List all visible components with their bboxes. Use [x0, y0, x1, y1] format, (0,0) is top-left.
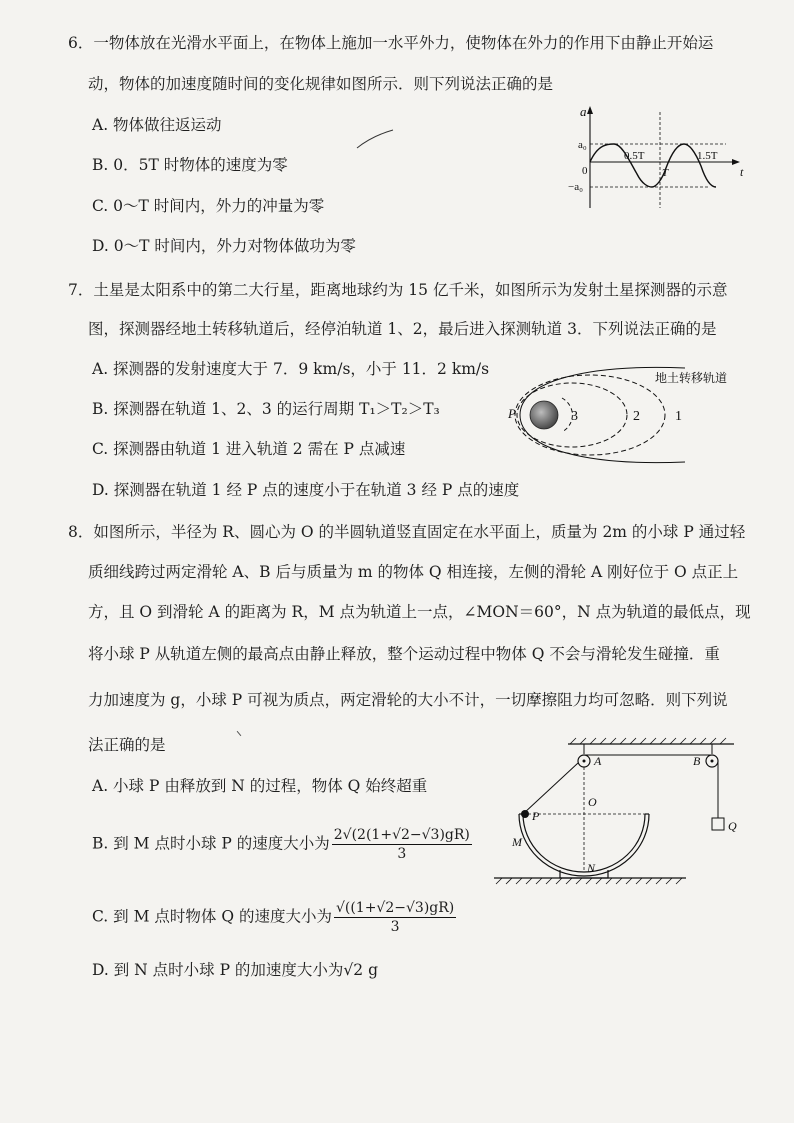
- label-B: B: [693, 754, 701, 768]
- graph-y-arrow-icon: [587, 106, 593, 114]
- q8-option-c-prefix: C. 到 M 点时物体 Q 的速度大小为: [92, 907, 332, 926]
- q8-option-c-numerator: √((1+√2−√3)gR): [335, 900, 455, 916]
- q6-option-b: B. 0．5T 时物体的速度为零: [92, 156, 288, 174]
- graph-x-label: t: [740, 165, 744, 179]
- q8-stem-line3: 方，且 O 到滑轮 A 的距离为 R，M 点为轨道上一点，∠MON＝60°，N 点为轨道的最低点，现: [88, 603, 751, 621]
- q7-option-b: B. 探测器在轨道 1、2、3 的运行周期 T₁＞T₂＞T₃: [92, 400, 440, 418]
- q8-option-b-denominator: 3: [397, 846, 407, 862]
- label-A: A: [594, 754, 602, 768]
- q7-option-d: D. 探测器在轨道 1 经 P 点的速度小于在轨道 3 经 P 点的速度: [92, 481, 520, 499]
- graph-neg-a0-label: −a₀: [568, 181, 583, 193]
- q6-option-c: C. 0～T 时间内，外力的冲量为零: [92, 197, 325, 215]
- q7-option-c: C. 探测器由轨道 1 进入轨道 2 需在 P 点减速: [92, 440, 406, 458]
- label-O: O: [588, 795, 597, 809]
- label-Q: Q: [728, 819, 737, 833]
- q8-stem-line4: 将小球 P 从轨道左侧的最高点由静止释放，整个运动过程中物体 Q 不会与滑轮发生碰撞．重: [88, 645, 720, 663]
- q8-option-b: [92, 826, 472, 863]
- orbit-2-label: 2: [633, 409, 640, 424]
- ground-hatching: [496, 878, 682, 884]
- q8-stem-line5: 力加速度为 g，小球 P 可视为质点，两定滑轮的大小不计，一切摩擦阻力均可忽略．则下列说: [88, 691, 728, 709]
- label-P: P: [532, 809, 540, 823]
- q6-option-a: A. 物体做往返运动: [92, 116, 222, 134]
- q8-option-c-fraction: [334, 899, 456, 936]
- q8-stem-line6: 法正确的是: [88, 736, 166, 754]
- q7-option-a: A. 探测器的发射速度大于 7．9 km/s，小于 11．2 km/s: [92, 360, 490, 378]
- graph-T-label: T: [662, 167, 669, 179]
- ceiling-hatching: [570, 738, 726, 744]
- q7-stem-line1: 7．土星是太阳系中的第二大行星，距离地球约为 15 亿千米，如图所示为发射土星探测器的示意: [68, 281, 728, 299]
- label-N: N: [587, 861, 596, 875]
- q7-orbit-figure: [500, 360, 750, 470]
- q8-option-d: D. 到 N 点时小球 P 的加速度大小为√2 g: [92, 961, 379, 979]
- orbit-1-label: 1: [675, 409, 682, 424]
- q8-option-c-denominator: 3: [390, 919, 400, 935]
- q8-pulley-figure: [490, 738, 740, 888]
- point-P-label: P: [508, 406, 516, 421]
- q6-stem-line1: 6．一物体放在光滑水平面上，在物体上施加一水平外力，使物体在外力的作用下由静止开始运: [68, 34, 714, 52]
- q7-stem-line2: 图，探测器经地土转移轨道后，经停泊轨道 1、2，最后进入探测轨道 3．下列说法正确的是: [88, 320, 717, 338]
- graph-y-label: a: [580, 104, 587, 119]
- q8-option-b-prefix: B. 到 M 点时小球 P 的速度大小为: [92, 834, 330, 853]
- q6-acceleration-graph: [560, 104, 760, 212]
- pen-dot: [237, 731, 242, 736]
- transfer-orbit-label: 地土转移轨道: [655, 371, 728, 385]
- string-A-P: [523, 763, 578, 814]
- saturn-planet-icon: [530, 401, 558, 429]
- graph-x-arrow-icon: [732, 159, 740, 165]
- block-Q-icon: [712, 818, 724, 830]
- graph-half-T-label: 0.5T: [624, 150, 645, 162]
- q8-option-b-fraction: [332, 826, 472, 863]
- ball-P-icon: [521, 810, 529, 818]
- q8-option-a: A. 小球 P 由释放到 N 的过程，物体 Q 始终超重: [92, 777, 428, 795]
- graph-a0-label: a₀: [578, 139, 587, 151]
- q8-option-b-numerator: 2√(2(1+√2−√3)gR): [333, 827, 470, 843]
- graph-onehalf-T-label: 1.5T: [697, 150, 718, 162]
- q6-stem-line2: 动，物体的加速度随时间的变化规律如图所示．则下列说法正确的是: [88, 75, 554, 93]
- graph-origin-label: 0: [582, 165, 588, 177]
- q8-option-c: [92, 899, 456, 936]
- pen-mark: [355, 128, 395, 152]
- q8-stem-line2: 质细线跨过两定滑轮 A、B 后与质量为 m 的物体 Q 相连接，左侧的滑轮 A 刚好位于 O 点正上: [88, 563, 739, 581]
- label-M: M: [512, 835, 522, 849]
- q8-stem-line1: 8．如图所示，半径为 R、圆心为 O 的半圆轨道竖直固定在水平面上，质量为 2m 的小球 P 通过轻: [68, 523, 746, 541]
- q6-option-d: D. 0～T 时间内，外力对物体做功为零: [92, 237, 356, 255]
- orbit-3-label: 3: [571, 409, 578, 424]
